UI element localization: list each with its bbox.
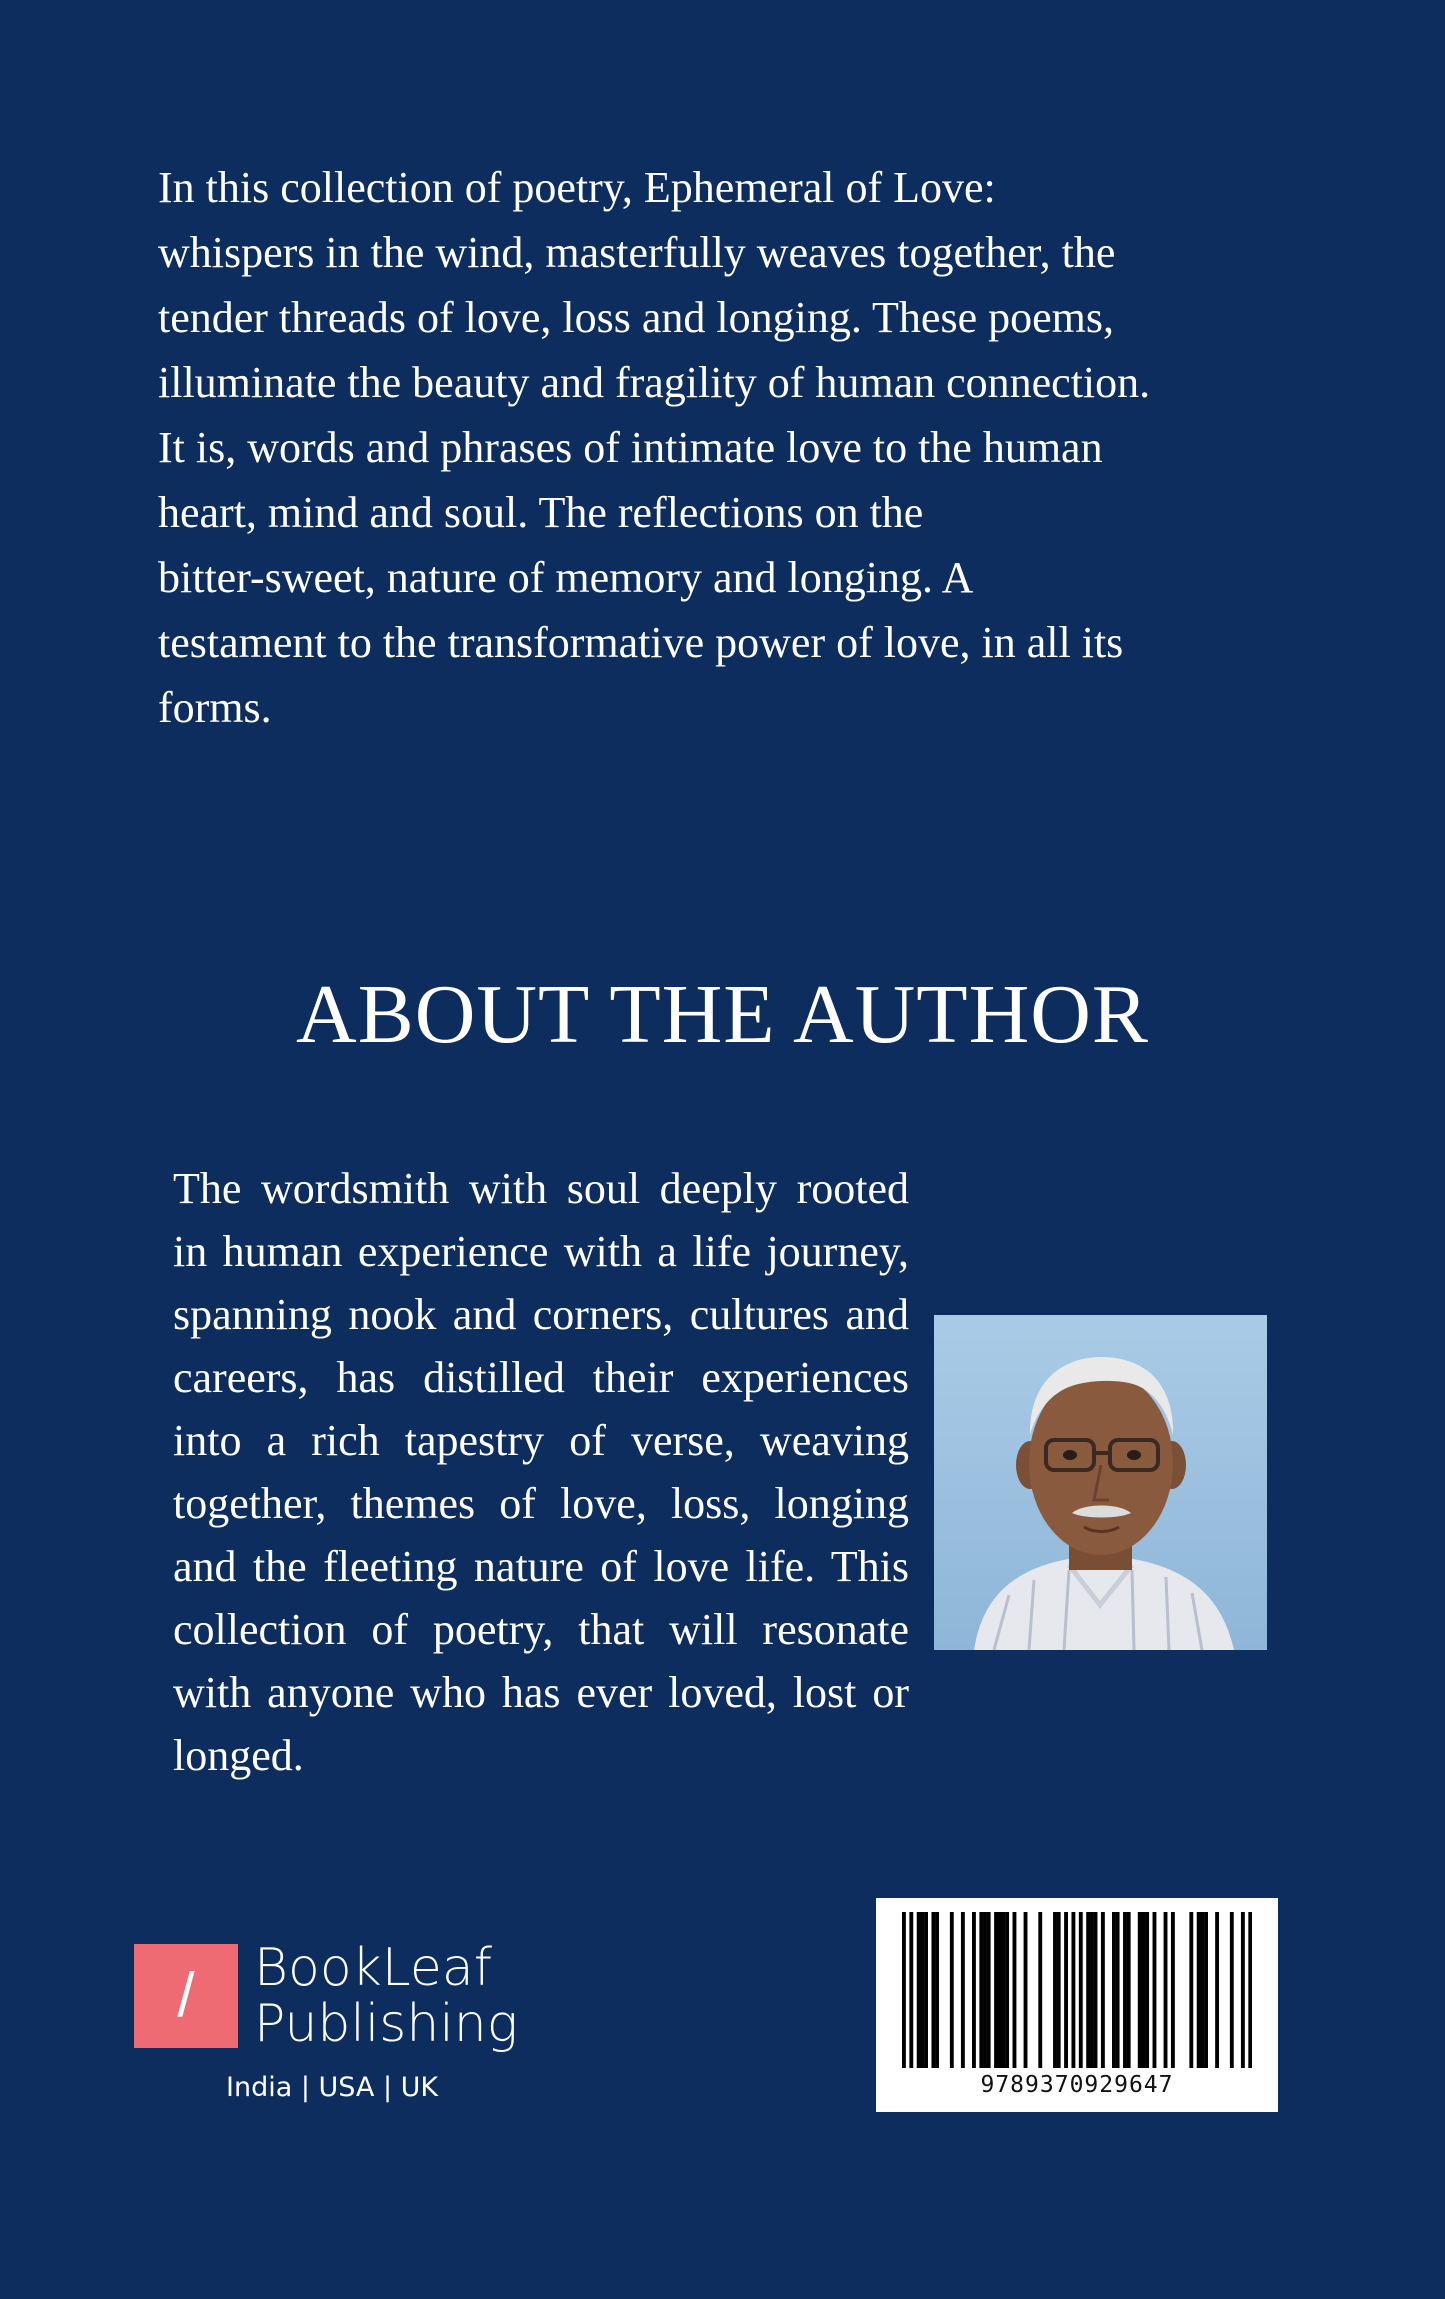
barcode-bar <box>1079 1912 1083 2068</box>
blurb-line: illuminate the beauty and fragility of human connection. <box>158 358 1151 407</box>
barcode-bar <box>917 1912 921 2068</box>
barcode-bar <box>1038 1912 1042 2068</box>
barcode-bar <box>1204 1912 1208 2068</box>
blurb-line: It is, words and phrases of intimate love to the human <box>158 423 1103 472</box>
barcode-bar <box>1024 1912 1028 2068</box>
barcode-bar <box>1101 1912 1105 2068</box>
isbn-number: 9789370929647 <box>980 2072 1174 2098</box>
barcode-bar <box>1090 1912 1094 2068</box>
barcode-bar <box>972 1912 976 2068</box>
publisher-logo-mark: / <box>134 1944 238 2048</box>
barcode-bar <box>1138 1912 1142 2068</box>
barcode-bar <box>924 1912 928 2068</box>
barcode-bar <box>1248 1912 1252 2068</box>
barcode-bar <box>1241 1912 1245 2068</box>
blurb-line: bitter-sweet, nature of memory and longing. A <box>158 553 974 602</box>
publisher-regions: India | USA | UK <box>226 2072 439 2103</box>
barcode-bar <box>1053 1912 1057 2068</box>
publisher-logo <box>134 1938 554 2104</box>
barcode-bar <box>998 1912 1002 2068</box>
barcode-bar <box>1171 1912 1175 2068</box>
barcode-bar <box>1215 1912 1219 2068</box>
barcode-bar <box>1064 1912 1068 2068</box>
barcode-bar <box>1013 1912 1017 2068</box>
barcode-bar <box>902 1912 906 2068</box>
isbn-barcode <box>876 1898 1278 2112</box>
barcode-icon <box>902 1912 1252 2068</box>
publisher-name-line1: BookLeaf <box>254 1938 493 1998</box>
barcode-bar <box>1071 1912 1075 2068</box>
barcode-bar <box>1189 1912 1193 2068</box>
blurb-line: In this collection of poetry, Ephemeral of Love: <box>158 163 996 212</box>
barcode-bar <box>1057 1912 1061 2068</box>
barcode-bar <box>994 1912 998 2068</box>
barcode-bar <box>1005 1912 1009 2068</box>
author-bio: The wordsmith with soul deeply rooted in human experience with a life journey, spanning nook and corners, cultures and careers, has distilled their experiences into a rich tapestry of verse, weaving together, themes of love, loss, longing and the fleeting nature of love life. This collection of poetry, that will resonate with anyone who has ever loved, lost or longed. <box>173 1164 909 1780</box>
barcode-bar <box>1145 1912 1149 2068</box>
barcode-bar <box>987 1912 991 2068</box>
barcode-bar <box>1123 1912 1127 2068</box>
about-author-heading: ABOUT THE AUTHOR <box>296 968 1149 1061</box>
barcode-bar <box>909 1912 913 2068</box>
barcode-bar <box>1116 1912 1120 2068</box>
blurb-line: testament to the transformative power of love, in all its <box>158 618 1124 667</box>
barcode-bar <box>961 1912 965 2068</box>
barcode-bar <box>1112 1912 1116 2068</box>
barcode-bar <box>1127 1912 1131 2068</box>
barcode-bar <box>1164 1912 1168 2068</box>
barcode-bar <box>979 1912 983 2068</box>
blurb-line: heart, mind and soul. The reflections on the <box>158 488 924 537</box>
barcode-bar <box>931 1912 935 2068</box>
barcode-bar <box>950 1912 954 2068</box>
barcode-bar <box>1230 1912 1234 2068</box>
barcode-bar <box>920 1912 924 2068</box>
blurb-line: tender threads of love, loss and longing. These poems, <box>158 293 1114 342</box>
barcode-bar <box>935 1912 939 2068</box>
author-portrait-icon <box>934 1315 1267 1650</box>
publisher-name <box>254 1940 518 2052</box>
barcode-bar <box>1141 1912 1145 2068</box>
barcode-bar <box>1001 1912 1005 2068</box>
barcode-bar <box>1200 1912 1204 2068</box>
author-photo <box>934 1315 1267 1650</box>
barcode-bar <box>1094 1912 1098 2068</box>
blurb-line: forms. <box>158 683 272 732</box>
blurb-line: whispers in the wind, masterfully weaves together, the <box>158 228 1116 277</box>
barcode-bar <box>983 1912 987 2068</box>
barcode-bar <box>1153 1912 1157 2068</box>
barcode-bar <box>1197 1912 1201 2068</box>
barcode-bar <box>1086 1912 1090 2068</box>
book-blurb <box>158 155 1308 740</box>
publisher-name-line2: Publishing <box>254 1994 518 2054</box>
